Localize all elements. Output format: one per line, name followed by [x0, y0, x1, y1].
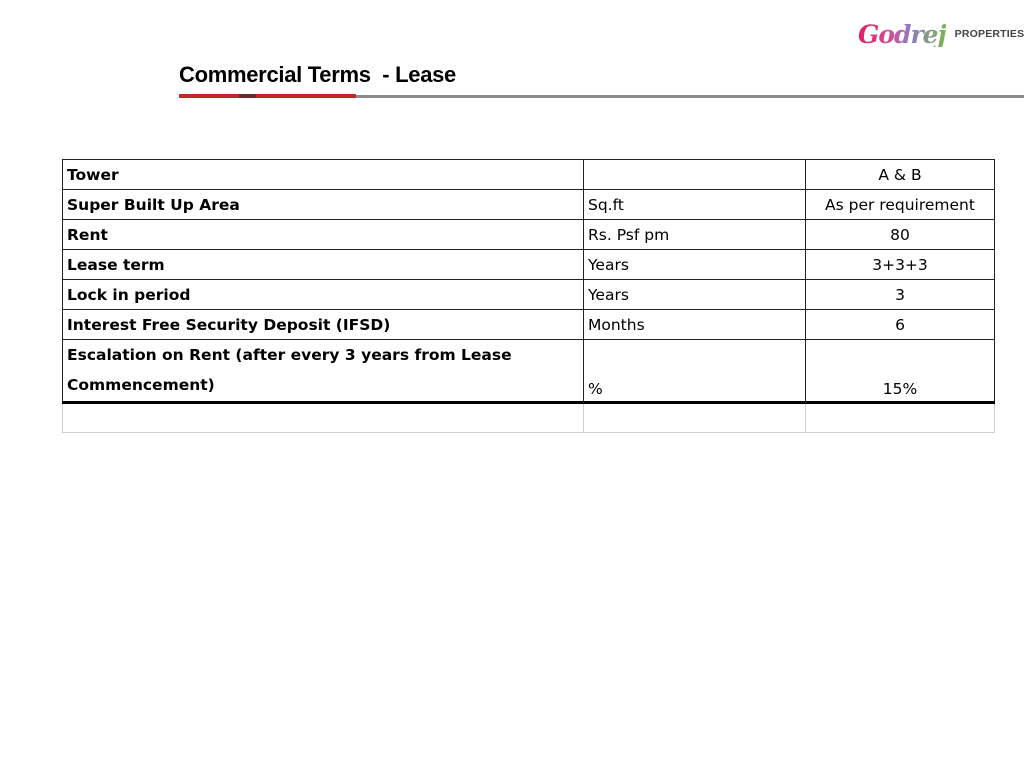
empty-cell	[584, 403, 806, 433]
unit-cell: Sq.ft	[584, 190, 806, 220]
unit-cell: %	[584, 340, 806, 403]
table-row	[63, 280, 995, 310]
godrej-properties-logo	[858, 14, 1024, 54]
title-underline-red-2	[256, 94, 356, 98]
value-cell: As per requirement	[806, 190, 995, 220]
logo-division: PROPERTIES	[954, 28, 1024, 40]
title-underline-grey	[356, 95, 1024, 98]
value-cell: 80	[806, 220, 995, 250]
value-cell: 3+3+3	[806, 250, 995, 280]
logo-brand: Godrej	[858, 19, 946, 49]
unit-cell: Years	[584, 280, 806, 310]
value-cell: A & B	[806, 160, 995, 190]
empty-cell	[63, 403, 584, 433]
unit-cell: Months	[584, 310, 806, 340]
value-cell: 3	[806, 280, 995, 310]
title-underline-red	[179, 94, 239, 98]
value-cell: 15%	[806, 340, 995, 403]
table-row	[63, 160, 995, 190]
unit-cell: Years	[584, 250, 806, 280]
term-cell: Interest Free Security Deposit (IFSD)	[63, 310, 584, 340]
unit-cell: Rs. Psf pm	[584, 220, 806, 250]
table-row	[63, 310, 995, 340]
term-cell: Rent	[63, 220, 584, 250]
table-row	[63, 250, 995, 280]
term-cell: Escalation on Rent (after every 3 years from Lease Commencement)	[63, 340, 584, 403]
page-title: Commercial Terms - Lease	[179, 62, 456, 87]
title-underline-dark	[239, 94, 256, 98]
empty-table-row	[63, 403, 995, 433]
term-cell: Super Built Up Area	[63, 190, 584, 220]
commercial-terms-table	[62, 159, 995, 433]
table-row	[63, 190, 995, 220]
table-row	[63, 220, 995, 250]
term-cell: Lock in period	[63, 280, 584, 310]
term-cell: Tower	[63, 160, 584, 190]
table-row	[63, 340, 995, 403]
unit-cell	[584, 160, 806, 190]
value-cell: 6	[806, 310, 995, 340]
empty-cell	[806, 403, 995, 433]
term-cell: Lease term	[63, 250, 584, 280]
